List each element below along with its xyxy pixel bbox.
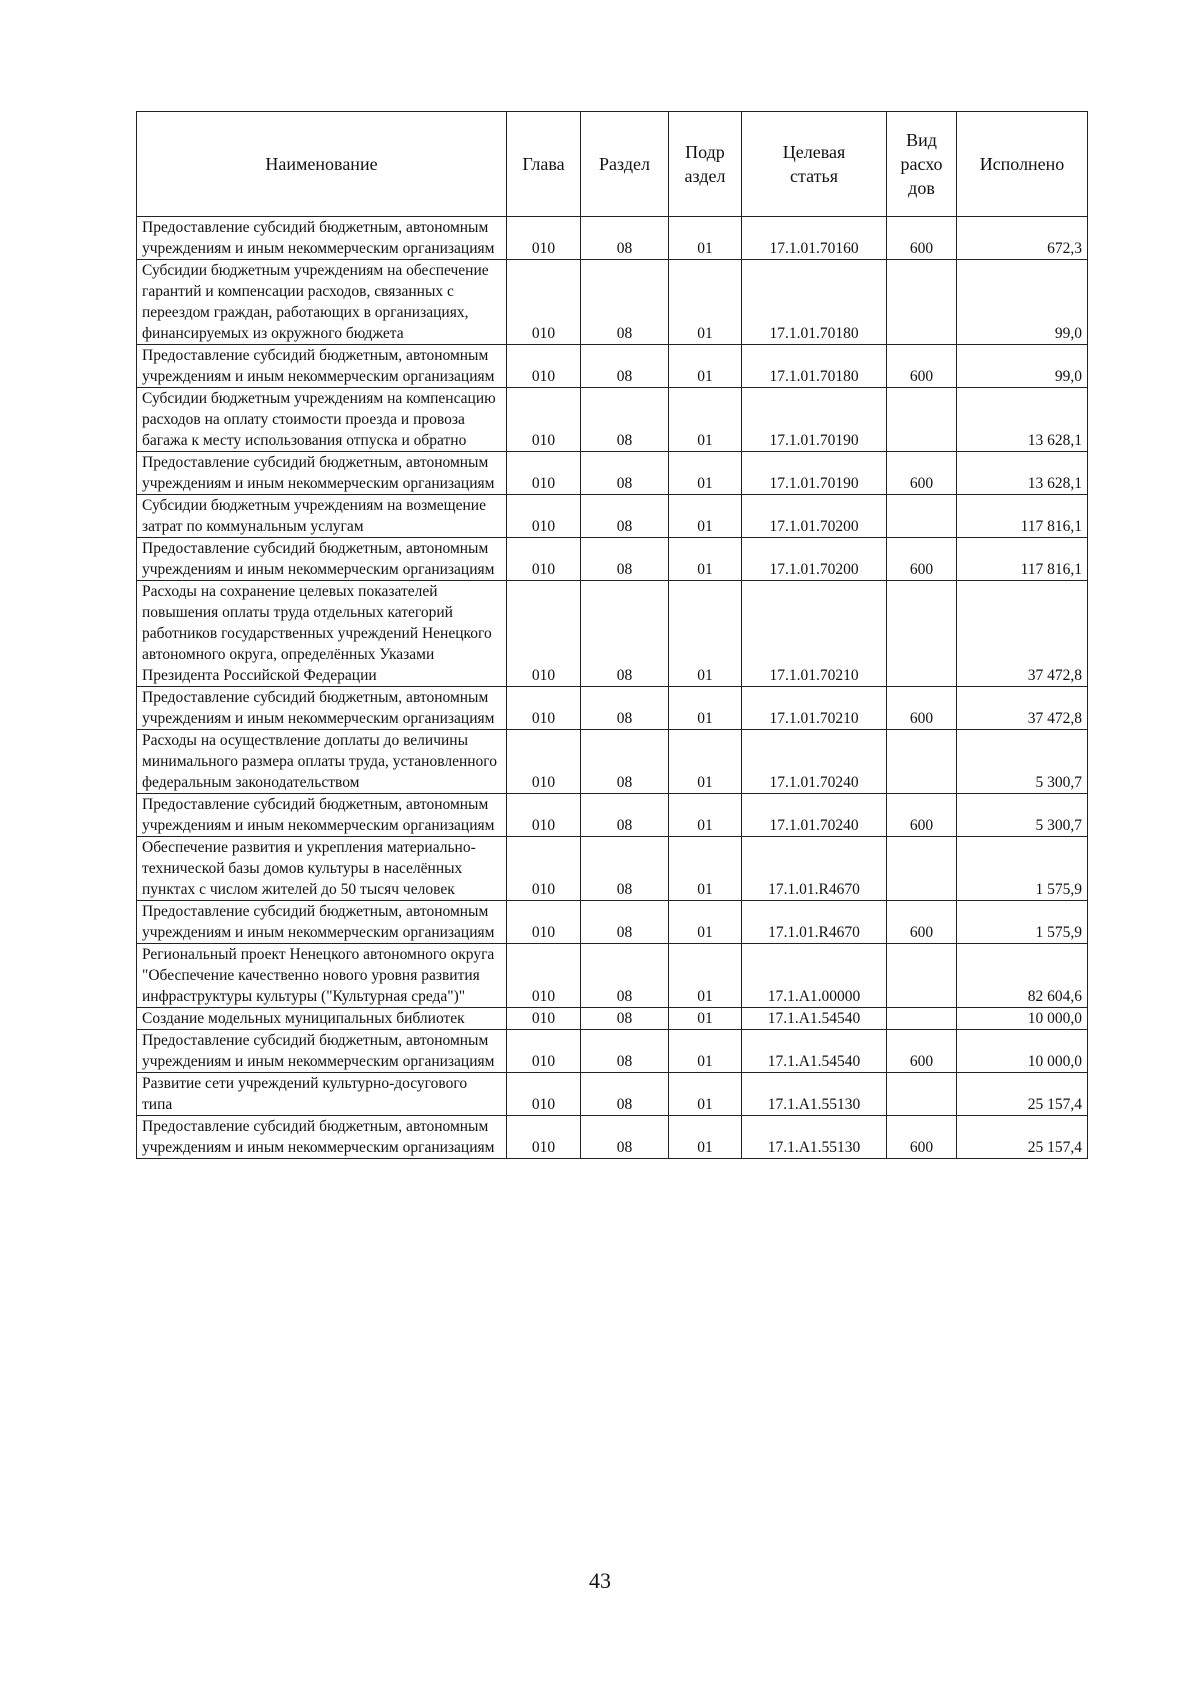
cell-executed: 25 157,4 bbox=[957, 1116, 1088, 1159]
cell-executed: 10 000,0 bbox=[957, 1030, 1088, 1073]
cell-target: 17.1.01.70160 bbox=[742, 217, 887, 260]
cell-chapter: 010 bbox=[507, 495, 581, 538]
cell-name: Предоставление субсидий бюджетным, автономным учреждениям и иным некоммерческим организациям bbox=[137, 794, 507, 837]
header-expense-type: Вид расхо дов bbox=[887, 112, 957, 217]
cell-subsection: 01 bbox=[669, 538, 742, 581]
cell-chapter: 010 bbox=[507, 260, 581, 345]
cell-name: Региональный проект Ненецкого автономного округа "Обеспечение качественно нового уровня развития инфраструктуры культуры ("Культурная среда")" bbox=[137, 944, 507, 1008]
cell-name: Субсидии бюджетным учреждениям на компенсацию расходов на оплату стоимости проезда и провоза багажа к месту использования отпуска и обратно bbox=[137, 388, 507, 452]
cell-name: Предоставление субсидий бюджетным, автономным учреждениям и иным некоммерческим организациям bbox=[137, 687, 507, 730]
table-row bbox=[137, 217, 1088, 260]
cell-section: 08 bbox=[581, 730, 669, 794]
cell-chapter: 010 bbox=[507, 730, 581, 794]
cell-name: Расходы на осуществление доплаты до величины минимального размера оплаты труда, установленного федеральным законодательством bbox=[137, 730, 507, 794]
table-row bbox=[137, 538, 1088, 581]
cell-name: Предоставление субсидий бюджетным, автономным учреждениям и иным некоммерческим организациям bbox=[137, 345, 507, 388]
cell-executed: 82 604,6 bbox=[957, 944, 1088, 1008]
cell-chapter: 010 bbox=[507, 217, 581, 260]
table-row bbox=[137, 1073, 1088, 1116]
header-executed: Исполнено bbox=[957, 112, 1088, 217]
cell-chapter: 010 bbox=[507, 1030, 581, 1073]
cell-name: Расходы на сохранение целевых показателей повышения оплаты труда отдельных категорий работников государственных учреждений Ненецкого автономного округа, определённых Указами Президента Российской Федерации bbox=[137, 581, 507, 687]
cell-target: 17.1.A1.54540 bbox=[742, 1008, 887, 1030]
cell-section: 08 bbox=[581, 345, 669, 388]
cell-section: 08 bbox=[581, 1008, 669, 1030]
cell-subsection: 01 bbox=[669, 901, 742, 944]
cell-subsection: 01 bbox=[669, 495, 742, 538]
cell-subsection: 01 bbox=[669, 452, 742, 495]
cell-section: 08 bbox=[581, 217, 669, 260]
table-row bbox=[137, 1116, 1088, 1159]
cell-executed: 1 575,9 bbox=[957, 901, 1088, 944]
table-row bbox=[137, 345, 1088, 388]
cell-target: 17.1.01.70200 bbox=[742, 495, 887, 538]
cell-subsection: 01 bbox=[669, 1030, 742, 1073]
cell-name: Создание модельных муниципальных библиотек bbox=[137, 1008, 507, 1030]
cell-subsection: 01 bbox=[669, 730, 742, 794]
cell-name: Предоставление субсидий бюджетным, автономным учреждениям и иным некоммерческим организациям bbox=[137, 1030, 507, 1073]
cell-chapter: 010 bbox=[507, 388, 581, 452]
cell-expense-type: 600 bbox=[887, 794, 957, 837]
cell-expense-type: 600 bbox=[887, 687, 957, 730]
cell-executed: 37 472,8 bbox=[957, 581, 1088, 687]
page-number: 43 bbox=[589, 1568, 611, 1593]
cell-subsection: 01 bbox=[669, 837, 742, 901]
cell-target: 17.1.01.70200 bbox=[742, 538, 887, 581]
cell-chapter: 010 bbox=[507, 944, 581, 1008]
cell-expense-type: 600 bbox=[887, 345, 957, 388]
table-row bbox=[137, 452, 1088, 495]
cell-target: 17.1.A1.54540 bbox=[742, 1030, 887, 1073]
cell-section: 08 bbox=[581, 452, 669, 495]
cell-section: 08 bbox=[581, 1030, 669, 1073]
header-name: Наименование bbox=[137, 112, 507, 217]
cell-executed: 99,0 bbox=[957, 260, 1088, 345]
cell-section: 08 bbox=[581, 581, 669, 687]
cell-expense-type: 600 bbox=[887, 1116, 957, 1159]
cell-target: 17.1.01.R4670 bbox=[742, 901, 887, 944]
cell-section: 08 bbox=[581, 901, 669, 944]
cell-expense-type: 600 bbox=[887, 1030, 957, 1073]
table-body bbox=[137, 217, 1088, 1159]
header-section: Раздел bbox=[581, 112, 669, 217]
table-row bbox=[137, 581, 1088, 687]
cell-target: 17.1.01.70180 bbox=[742, 260, 887, 345]
cell-expense-type bbox=[887, 388, 957, 452]
cell-chapter: 010 bbox=[507, 345, 581, 388]
cell-name: Субсидии бюджетным учреждениям на обеспечение гарантий и компенсации расходов, связанных с переездом граждан, работающих в организациях, финансируемых из окружного бюджета bbox=[137, 260, 507, 345]
header-target: Целевая статья bbox=[742, 112, 887, 217]
cell-executed: 13 628,1 bbox=[957, 388, 1088, 452]
cell-section: 08 bbox=[581, 1116, 669, 1159]
cell-section: 08 bbox=[581, 495, 669, 538]
cell-subsection: 01 bbox=[669, 217, 742, 260]
table-row bbox=[137, 388, 1088, 452]
cell-target: 17.1.01.70240 bbox=[742, 794, 887, 837]
cell-target: 17.1.01.70210 bbox=[742, 581, 887, 687]
cell-subsection: 01 bbox=[669, 1008, 742, 1030]
cell-expense-type bbox=[887, 837, 957, 901]
cell-name: Субсидии бюджетным учреждениям на возмещение затрат по коммунальным услугам bbox=[137, 495, 507, 538]
cell-chapter: 010 bbox=[507, 687, 581, 730]
header-chapter: Глава bbox=[507, 112, 581, 217]
table-row bbox=[137, 687, 1088, 730]
header-subsection: Подр аздел bbox=[669, 112, 742, 217]
table-row bbox=[137, 1008, 1088, 1030]
cell-name: Предоставление субсидий бюджетным, автономным учреждениям и иным некоммерческим организациям bbox=[137, 1116, 507, 1159]
cell-expense-type: 600 bbox=[887, 901, 957, 944]
cell-chapter: 010 bbox=[507, 1073, 581, 1116]
cell-expense-type: 600 bbox=[887, 217, 957, 260]
cell-target: 17.1.A1.55130 bbox=[742, 1116, 887, 1159]
cell-executed: 672,3 bbox=[957, 217, 1088, 260]
cell-expense-type bbox=[887, 1073, 957, 1116]
cell-subsection: 01 bbox=[669, 794, 742, 837]
cell-executed: 5 300,7 bbox=[957, 730, 1088, 794]
cell-executed: 37 472,8 bbox=[957, 687, 1088, 730]
cell-executed: 10 000,0 bbox=[957, 1008, 1088, 1030]
table-row bbox=[137, 837, 1088, 901]
cell-name: Предоставление субсидий бюджетным, автономным учреждениям и иным некоммерческим организациям bbox=[137, 217, 507, 260]
cell-chapter: 010 bbox=[507, 538, 581, 581]
cell-name: Предоставление субсидий бюджетным, автономным учреждениям и иным некоммерческим организациям bbox=[137, 538, 507, 581]
cell-executed: 117 816,1 bbox=[957, 538, 1088, 581]
cell-section: 08 bbox=[581, 538, 669, 581]
cell-target: 17.1.A1.55130 bbox=[742, 1073, 887, 1116]
cell-executed: 1 575,9 bbox=[957, 837, 1088, 901]
cell-target: 17.1.A1.00000 bbox=[742, 944, 887, 1008]
cell-target: 17.1.01.70210 bbox=[742, 687, 887, 730]
cell-section: 08 bbox=[581, 794, 669, 837]
table-row bbox=[137, 901, 1088, 944]
cell-target: 17.1.01.70240 bbox=[742, 730, 887, 794]
cell-chapter: 010 bbox=[507, 1008, 581, 1030]
cell-executed: 117 816,1 bbox=[957, 495, 1088, 538]
table-row bbox=[137, 794, 1088, 837]
table-row bbox=[137, 730, 1088, 794]
cell-subsection: 01 bbox=[669, 581, 742, 687]
cell-name: Предоставление субсидий бюджетным, автономным учреждениям и иным некоммерческим организациям bbox=[137, 452, 507, 495]
cell-chapter: 010 bbox=[507, 837, 581, 901]
cell-expense-type bbox=[887, 730, 957, 794]
cell-target: 17.1.01.70190 bbox=[742, 452, 887, 495]
cell-section: 08 bbox=[581, 944, 669, 1008]
cell-expense-type bbox=[887, 581, 957, 687]
cell-section: 08 bbox=[581, 388, 669, 452]
cell-expense-type: 600 bbox=[887, 452, 957, 495]
budget-table bbox=[136, 111, 1088, 1159]
cell-section: 08 bbox=[581, 687, 669, 730]
cell-subsection: 01 bbox=[669, 345, 742, 388]
cell-section: 08 bbox=[581, 260, 669, 345]
cell-section: 08 bbox=[581, 837, 669, 901]
cell-target: 17.1.01.70190 bbox=[742, 388, 887, 452]
cell-expense-type bbox=[887, 495, 957, 538]
cell-chapter: 010 bbox=[507, 452, 581, 495]
cell-executed: 13 628,1 bbox=[957, 452, 1088, 495]
table-row bbox=[137, 944, 1088, 1008]
cell-expense-type bbox=[887, 944, 957, 1008]
cell-expense-type: 600 bbox=[887, 538, 957, 581]
cell-subsection: 01 bbox=[669, 1073, 742, 1116]
cell-subsection: 01 bbox=[669, 687, 742, 730]
cell-subsection: 01 bbox=[669, 944, 742, 1008]
cell-name: Предоставление субсидий бюджетным, автономным учреждениям и иным некоммерческим организациям bbox=[137, 901, 507, 944]
cell-chapter: 010 bbox=[507, 794, 581, 837]
cell-expense-type bbox=[887, 260, 957, 345]
cell-chapter: 010 bbox=[507, 1116, 581, 1159]
cell-name: Развитие сети учреждений культурно-досугового типа bbox=[137, 1073, 507, 1116]
cell-chapter: 010 bbox=[507, 581, 581, 687]
cell-subsection: 01 bbox=[669, 260, 742, 345]
cell-subsection: 01 bbox=[669, 388, 742, 452]
cell-subsection: 01 bbox=[669, 1116, 742, 1159]
cell-executed: 5 300,7 bbox=[957, 794, 1088, 837]
cell-chapter: 010 bbox=[507, 901, 581, 944]
table-row bbox=[137, 260, 1088, 345]
cell-executed: 99,0 bbox=[957, 345, 1088, 388]
cell-executed: 25 157,4 bbox=[957, 1073, 1088, 1116]
cell-name: Обеспечение развития и укрепления материально-технической базы домов культуры в населённых пунктах с числом жителей до 50 тысяч человек bbox=[137, 837, 507, 901]
table-row bbox=[137, 495, 1088, 538]
header-row bbox=[137, 112, 1088, 217]
cell-target: 17.1.01.70180 bbox=[742, 345, 887, 388]
table-row bbox=[137, 1030, 1088, 1073]
cell-target: 17.1.01.R4670 bbox=[742, 837, 887, 901]
cell-section: 08 bbox=[581, 1073, 669, 1116]
cell-expense-type bbox=[887, 1008, 957, 1030]
